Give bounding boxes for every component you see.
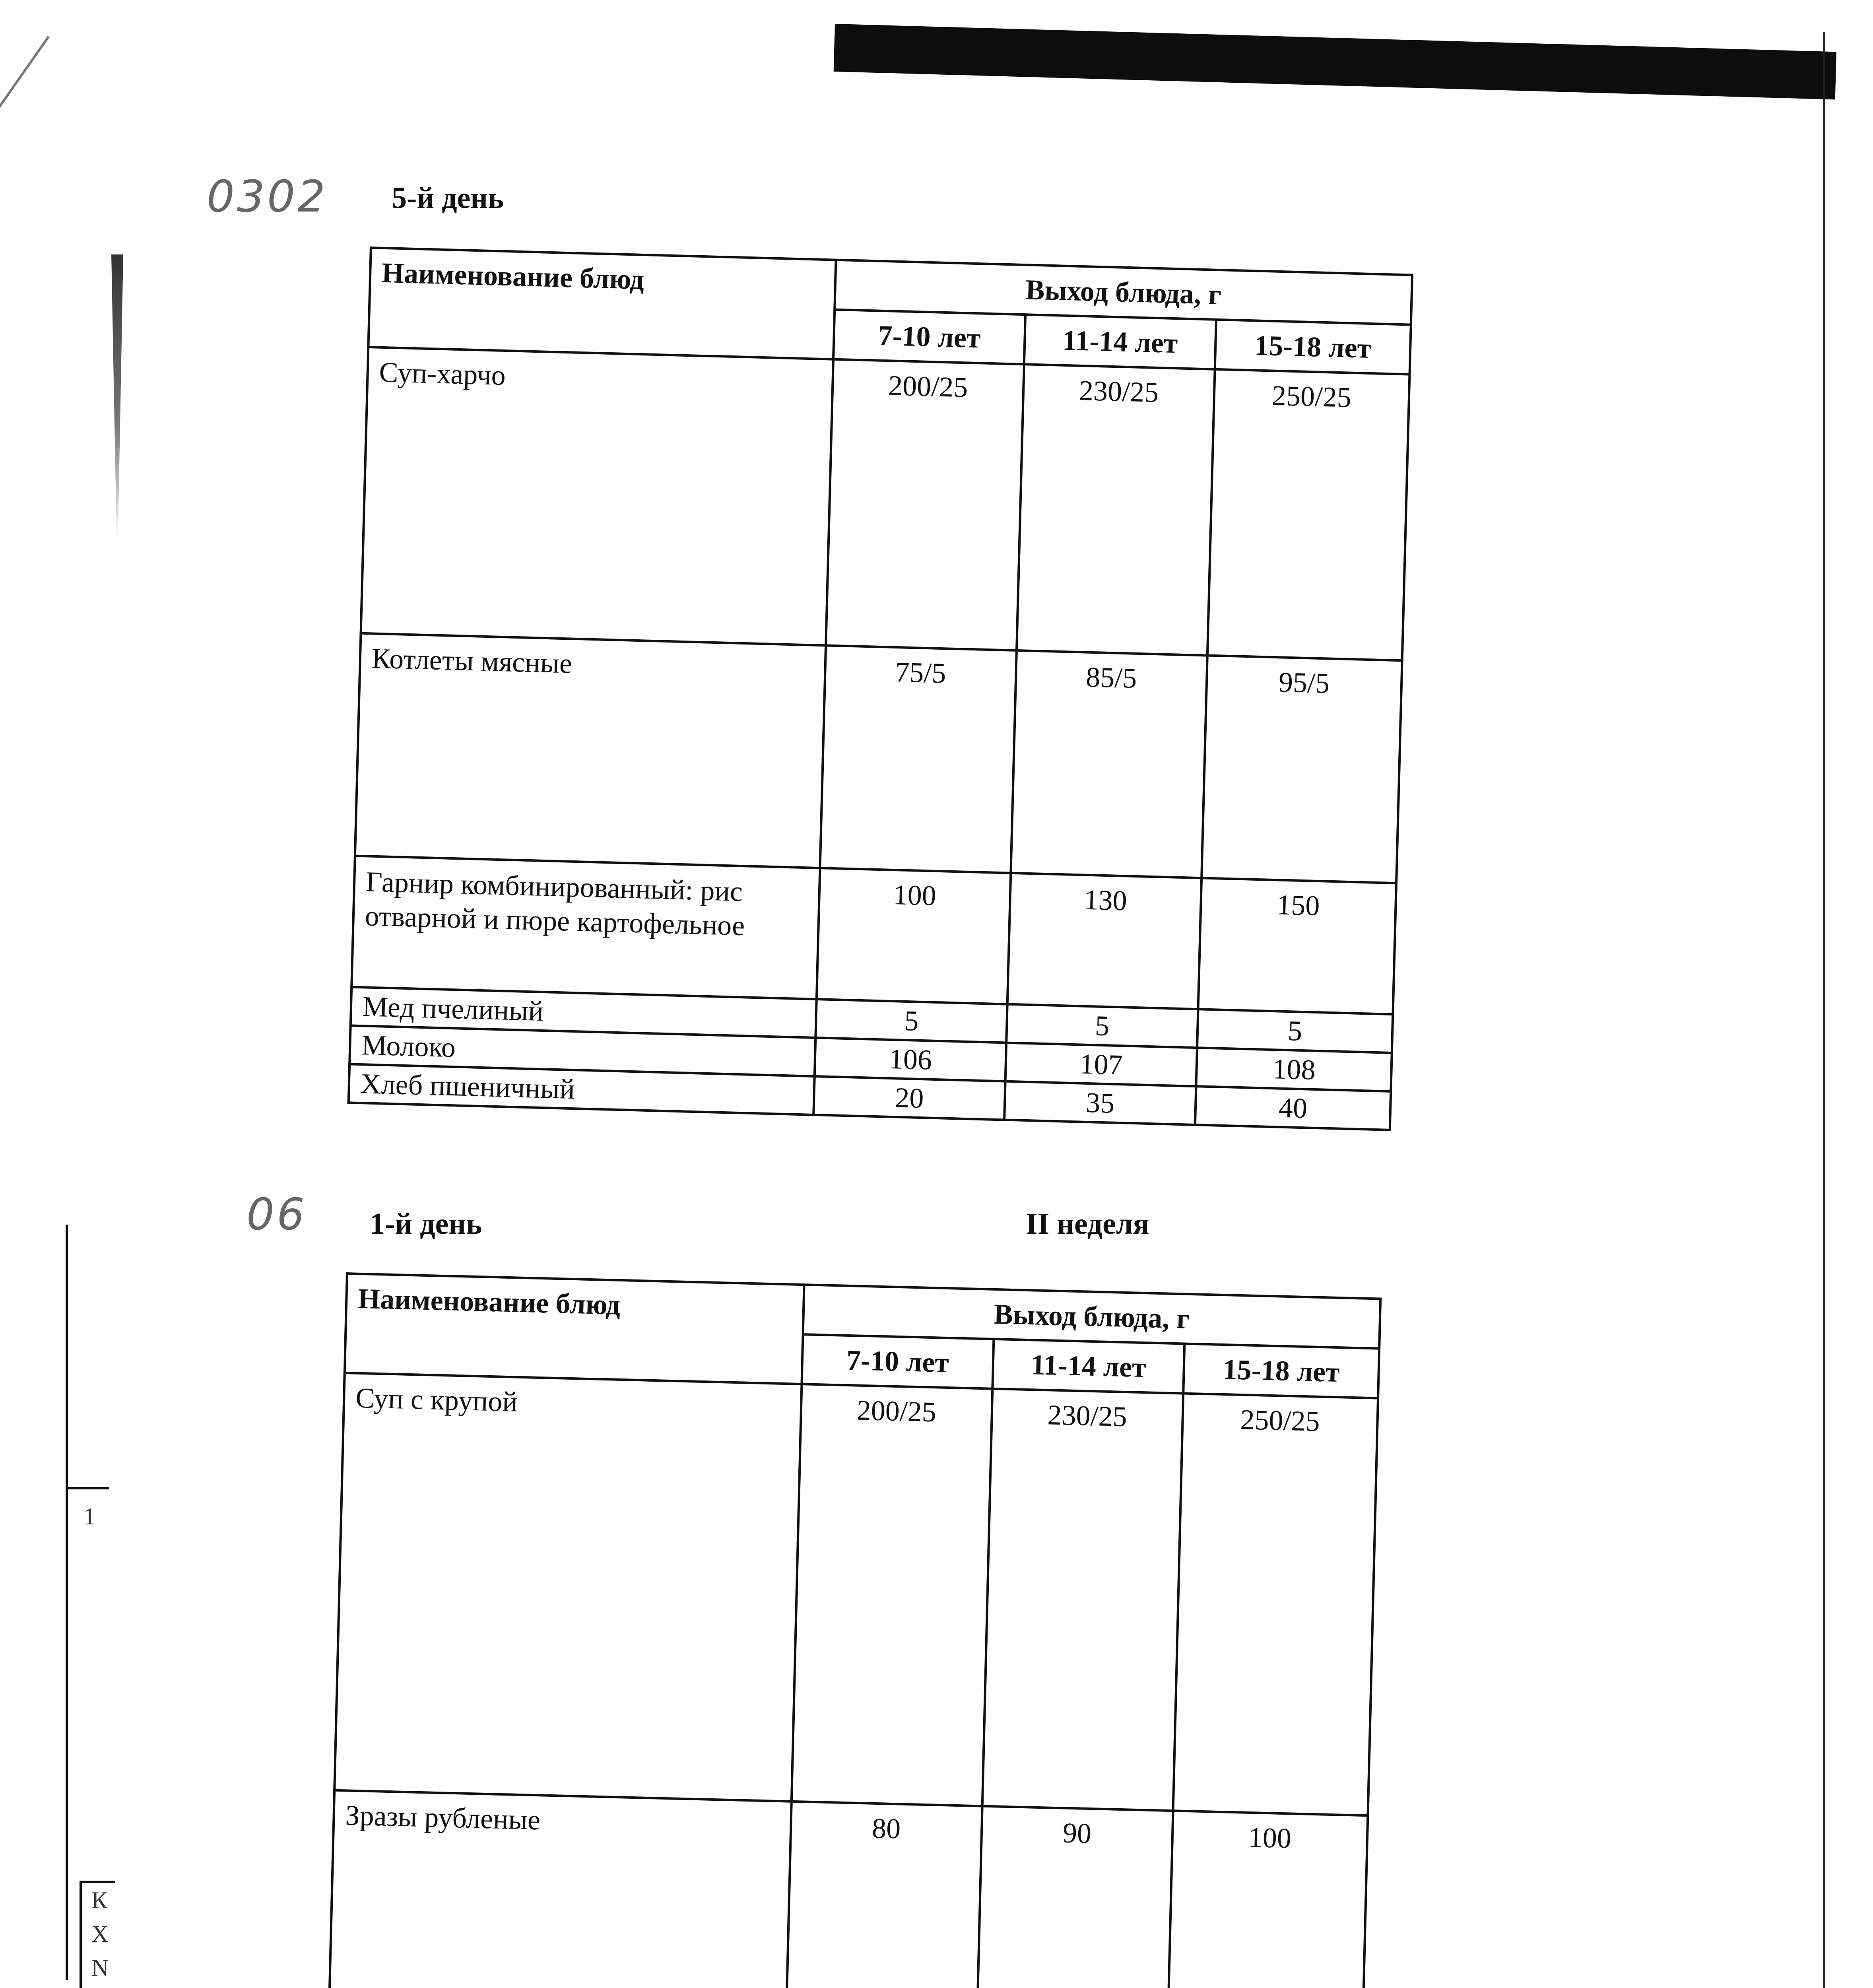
fragment-border xyxy=(66,1225,68,1980)
portion-value: 5 xyxy=(1197,1009,1393,1053)
portion-value: 107 xyxy=(1005,1043,1197,1087)
scan-shadow xyxy=(834,24,1836,99)
portion-value: 230/25 xyxy=(1017,364,1215,655)
portion-value: 85/5 xyxy=(1011,650,1207,878)
fragment-border xyxy=(66,1487,109,1489)
fragment-char: N xyxy=(91,1955,109,1981)
portion-value: 75/5 xyxy=(820,645,1016,873)
age-group-header: 11-14 лет xyxy=(992,1339,1184,1394)
portion-value: 5 xyxy=(815,999,1007,1043)
portion-value: 90 xyxy=(975,1806,1173,1988)
portion-value: 200/25 xyxy=(826,359,1024,650)
dish-name: Котлеты мясные xyxy=(355,633,826,868)
age-group-header: 7-10 лет xyxy=(833,310,1025,365)
header-output: Выход блюда, г xyxy=(803,1285,1381,1348)
portion-value: 100 xyxy=(817,868,1011,1004)
portion-value: 108 xyxy=(1196,1048,1392,1091)
scan-streak xyxy=(111,254,123,541)
handwritten-note: 0302 xyxy=(207,171,328,222)
table-row xyxy=(351,856,1396,1014)
header-dish-name: Наименование блюд xyxy=(345,1274,804,1384)
fragment-border xyxy=(80,1881,82,1988)
table-row xyxy=(361,347,1410,660)
table-row xyxy=(328,1790,1368,1988)
portion-value: 106 xyxy=(815,1038,1006,1081)
portion-value: 230/25 xyxy=(982,1389,1184,1811)
page-edge xyxy=(1823,32,1825,1988)
dish-name: Молоко xyxy=(349,1025,815,1076)
fragment-char: 1 xyxy=(83,1503,95,1530)
age-group-header: 11-14 лет xyxy=(1024,315,1216,369)
portion-value: 35 xyxy=(1004,1081,1196,1125)
portion-value: 150 xyxy=(1198,878,1396,1014)
portion-value: 20 xyxy=(813,1076,1005,1120)
fragment-char: К xyxy=(91,1887,108,1913)
day-heading: 1-й день xyxy=(370,1207,482,1241)
table-row xyxy=(334,1373,1378,1815)
portion-value: 5 xyxy=(1006,1004,1198,1048)
header-output: Выход блюда, г xyxy=(835,260,1412,325)
dish-name: Суп с крупой xyxy=(334,1373,802,1802)
portion-value: 250/25 xyxy=(1173,1394,1378,1816)
dish-name: Мед пчелиный xyxy=(351,987,817,1038)
fragment-border xyxy=(80,1881,115,1883)
dish-name: Зразы рубленые xyxy=(328,1790,792,1988)
table-row xyxy=(355,633,1402,883)
age-group-header: 15-18 лет xyxy=(1183,1344,1379,1398)
portion-value: 130 xyxy=(1007,873,1201,1009)
week-heading: II неделя xyxy=(1026,1207,1149,1241)
fragment-char: Х xyxy=(91,1921,109,1947)
portion-value: 95/5 xyxy=(1201,656,1402,883)
menu-table xyxy=(347,247,1414,1131)
dish-name: Суп-харчо xyxy=(361,347,833,645)
dish-name: Хлеб пшеничный xyxy=(349,1064,815,1115)
dish-name: Гарнир комбинированный: рис отварной и пюре картофельное xyxy=(351,856,820,1000)
age-group-header: 15-18 лет xyxy=(1215,320,1411,375)
portion-value: 250/25 xyxy=(1207,369,1410,661)
age-group-header: 7-10 лет xyxy=(802,1334,994,1389)
menu-table xyxy=(319,1272,1382,1988)
portion-value: 200/25 xyxy=(792,1384,993,1806)
handwritten-note: 06 xyxy=(246,1189,307,1240)
portion-value: 100 xyxy=(1166,1811,1368,1988)
header-dish-name: Наименование блюд xyxy=(368,248,836,359)
scan-fold-line xyxy=(0,36,50,174)
day-heading: 5-й день xyxy=(392,181,504,215)
portion-value: 80 xyxy=(784,1802,982,1988)
portion-value: 40 xyxy=(1195,1086,1391,1130)
